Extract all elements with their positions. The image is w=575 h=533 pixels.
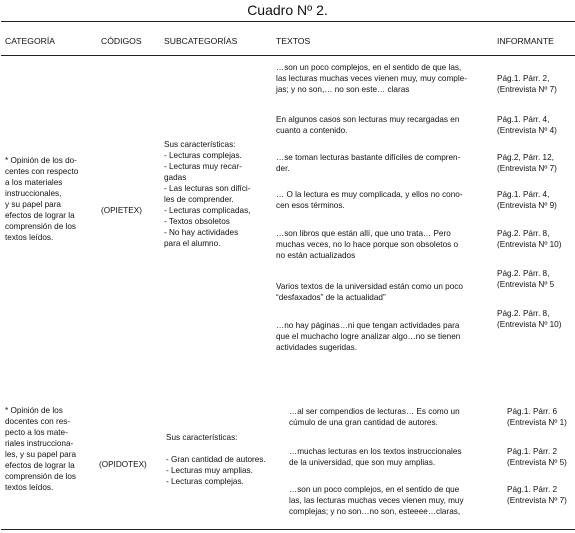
block2-texto-3: …son un poco complejos, en el sentido de que las, las lecturas muchas veces vienen muy, muy complejas; y no son…no son, esteeee…claras, <box>289 485 464 516</box>
header-rule <box>1 55 575 56</box>
block1-texto-6: Varios textos de la universidad están como un poco “desfaxados” de la actualidad” <box>276 282 463 302</box>
block2-codigo: (OPIDOTEX) <box>99 460 147 469</box>
block2-subcategorias: Sus características: - Gran cantidad de autores. - Lecturas muy amplias. - Lecturas complejas. <box>166 433 266 486</box>
block1-categoria: * Opinión de los do- centes con respecto a los materiales instruccionales, y su papel para efectos de lograr la comprensión de los textos leídos. <box>5 156 79 242</box>
top-rule <box>1 21 575 22</box>
block1-codigo: (OPIETEX) <box>101 206 142 215</box>
block1-texto-7: …no hay páginas…ni que tengan actividades para que el muchacho logre analizar algo…no se tienen actividades sugeridas. <box>276 321 461 352</box>
table-title: Cuadro Nº 2. <box>247 2 328 18</box>
block1-informante-5: Pág.2. Párr. 8, (Entrevista Nº 10) <box>497 229 562 249</box>
header-codigos: CÓDIGOS <box>101 36 142 46</box>
header-informante: INFORMANTE <box>497 36 554 46</box>
block1-subcategorias: Sus características: - Lecturas complejas. - Lecturas muy recar- gadas - Las lecturas son difíci- les de comprender. - Lecturas complicadas, - Textos obsoletos - No hay actividades para el alumno. <box>164 140 251 248</box>
block2-informante-1: Pág.1. Párr. 6 (Entrevista Nº 1) <box>507 407 567 427</box>
header-textos: TEXTOS <box>276 36 311 46</box>
block1-texto-4: … O la lectura es muy complicada, y ellos no cono- cen esos términos. <box>276 190 463 210</box>
block2-categoria: * Opinión de los docentes con res- pecto a los mate- riales instrucciona- les, y su papel para efectos de lograr la comprensión de los textos leídos. <box>5 406 77 492</box>
block1-texto-2: En algunos casos son lecturas muy recargadas en cuanto a contenido. <box>276 115 460 135</box>
header-categoria: CATEGORÍA <box>5 36 55 46</box>
block2-informante-3: Pág.1. Párr. 2 (Entrevista Nº 7) <box>507 485 567 505</box>
bottom-rule <box>1 529 575 530</box>
block1-informante-2: Pág.1. Párr. 4, (Entrevista Nº 4) <box>497 115 557 135</box>
block1-informante-7: Pág.2. Párr. 8, (Entrevista Nº 10) <box>497 309 562 329</box>
block1-informante-4: Pág.1. Párr. 4, (Entrevista Nº 9) <box>497 190 557 210</box>
block1-informante-3: Pág.2, Párr. 12, (Entrevista Nº 7) <box>497 153 557 173</box>
block1-texto-1: …son un poco complejos, en el sentido de que las, las lecturas muchas veces vienen muy, muy comple- jas; y no son,… no son este… claras <box>276 63 467 94</box>
block1-informante-6: Pág.2. Párr. 8, (Entrevista Nº 5 <box>497 269 555 289</box>
block2-texto-1: …al ser compendios de lecturas… Es como un cúmulo de una gran cantidad de autores. <box>289 407 460 427</box>
header-subcategorias: SUBCATEGORÍAS <box>164 36 238 46</box>
block1-informante-1: Pág.1. Párr. 2, (Entrevista Nº 7) <box>497 74 557 94</box>
block1-texto-3: …se toman lecturas bastante difíciles de compren- der. <box>276 153 461 173</box>
block1-texto-5: …son libros que están allí, que uno trata… Pero muchas veces, no lo hace porque son obsoletos o no están actualizados <box>276 229 459 260</box>
block2-texto-2: …muchas lecturas en los textos instruccionales de la universidad, que son muy amplias. <box>289 447 462 467</box>
block2-informante-2: Pág.1. Párr. 2 (Entrevista Nº 5) <box>507 447 567 467</box>
